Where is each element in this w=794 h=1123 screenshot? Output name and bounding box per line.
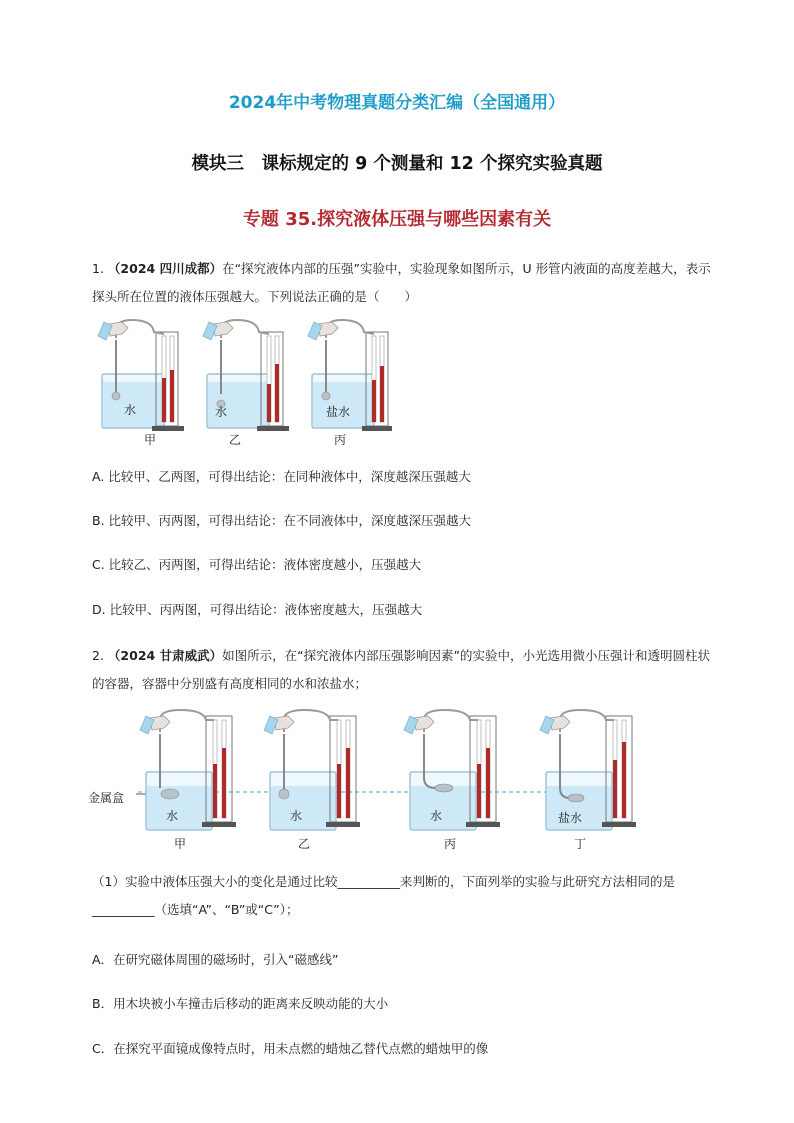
option-a: A. 比较甲、乙两图，可得出结论：在同种液体中，深度越深压强越大 — [92, 469, 471, 484]
apparatus-ding — [540, 710, 636, 851]
question-text: 如图所示，在“探究液体内部压强影响因素”的实验中，小光选用微小压强计和透明圆柱状的容器，容器中分别盛有高度相同的水和浓盐水； — [92, 648, 711, 691]
choice-b: B．用木块被小车撞击后移动的距离来反映动能的大小 — [92, 996, 389, 1011]
option-c: C. 比较乙、丙两图，可得出结论：液体密度越小，压强越大 — [92, 557, 422, 572]
apparatus-bing — [404, 710, 500, 851]
choice-c: C．在探究平面镜成像特点时，用未点燃的蜡烛乙替代点燃的蜡烛甲的像 — [92, 1041, 489, 1056]
question-number: 1. — [92, 261, 104, 276]
liquid-label: 水 — [430, 809, 443, 823]
module-title: 模块三 课标规定的 9 个测量和 12 个探究实验真题 — [191, 154, 603, 174]
option-b: B. 比较甲、丙两图，可得出结论：在不同液体中，深度越深压强越大 — [92, 513, 472, 528]
question-text: 在“探究液体内部的压强”实验中，实验现象如图所示，U 形管内液面的高度差越大，表示探头所在位置的液体压强越大。下列说法正确的是（ ） — [92, 261, 711, 304]
question-2 — [92, 642, 712, 698]
figure-2 — [88, 708, 678, 856]
figure-caption: 甲 — [174, 837, 187, 851]
figure-caption: 丙 — [444, 837, 457, 851]
apparatus-yi — [264, 710, 360, 851]
figure-caption: 乙 — [229, 433, 242, 446]
liquid-label: 盐水 — [558, 811, 583, 825]
option-d: D. 比较甲、丙两图，可得出结论：液体密度越大，压强越大 — [92, 602, 423, 617]
apparatus-jia — [140, 710, 236, 851]
liquid-label: 盐水 — [326, 405, 351, 419]
question-1 — [92, 255, 712, 311]
liquid-label: 水 — [166, 809, 179, 823]
apparatus-yi — [203, 320, 289, 446]
figure-caption: 丙 — [334, 433, 347, 446]
topic-title: 专题 35.探究液体压强与哪些因素有关 — [242, 209, 552, 230]
figure-caption: 丁 — [574, 837, 587, 851]
question-number: 2. — [92, 648, 104, 663]
metal-box-label: 金属盒 — [88, 791, 125, 805]
apparatus-jia — [98, 320, 184, 446]
choice-a: A．在研究磁体周围的磁场时，引入“磁感线” — [92, 952, 339, 967]
figure-caption: 乙 — [298, 837, 311, 851]
sub-question-1: （1）实验中液体压强大小的变化是通过比较__________来判断的，下面列举的实验与此研究方法相同的是__________（选填“A”、“B”或“C”）； — [92, 874, 675, 917]
document-title: 2024年中考物理真题分类汇编（全国通用） — [228, 93, 566, 113]
question-source: （2024 甘肃威武） — [107, 648, 223, 663]
liquid-label: 水 — [290, 809, 303, 823]
figure-caption: 甲 — [144, 433, 157, 446]
question-source: （2024 四川成都） — [107, 261, 223, 276]
figure-1 — [92, 318, 392, 446]
liquid-label: 水 — [124, 403, 137, 417]
apparatus-bing — [308, 320, 392, 446]
liquid-label: 水 — [215, 405, 228, 419]
